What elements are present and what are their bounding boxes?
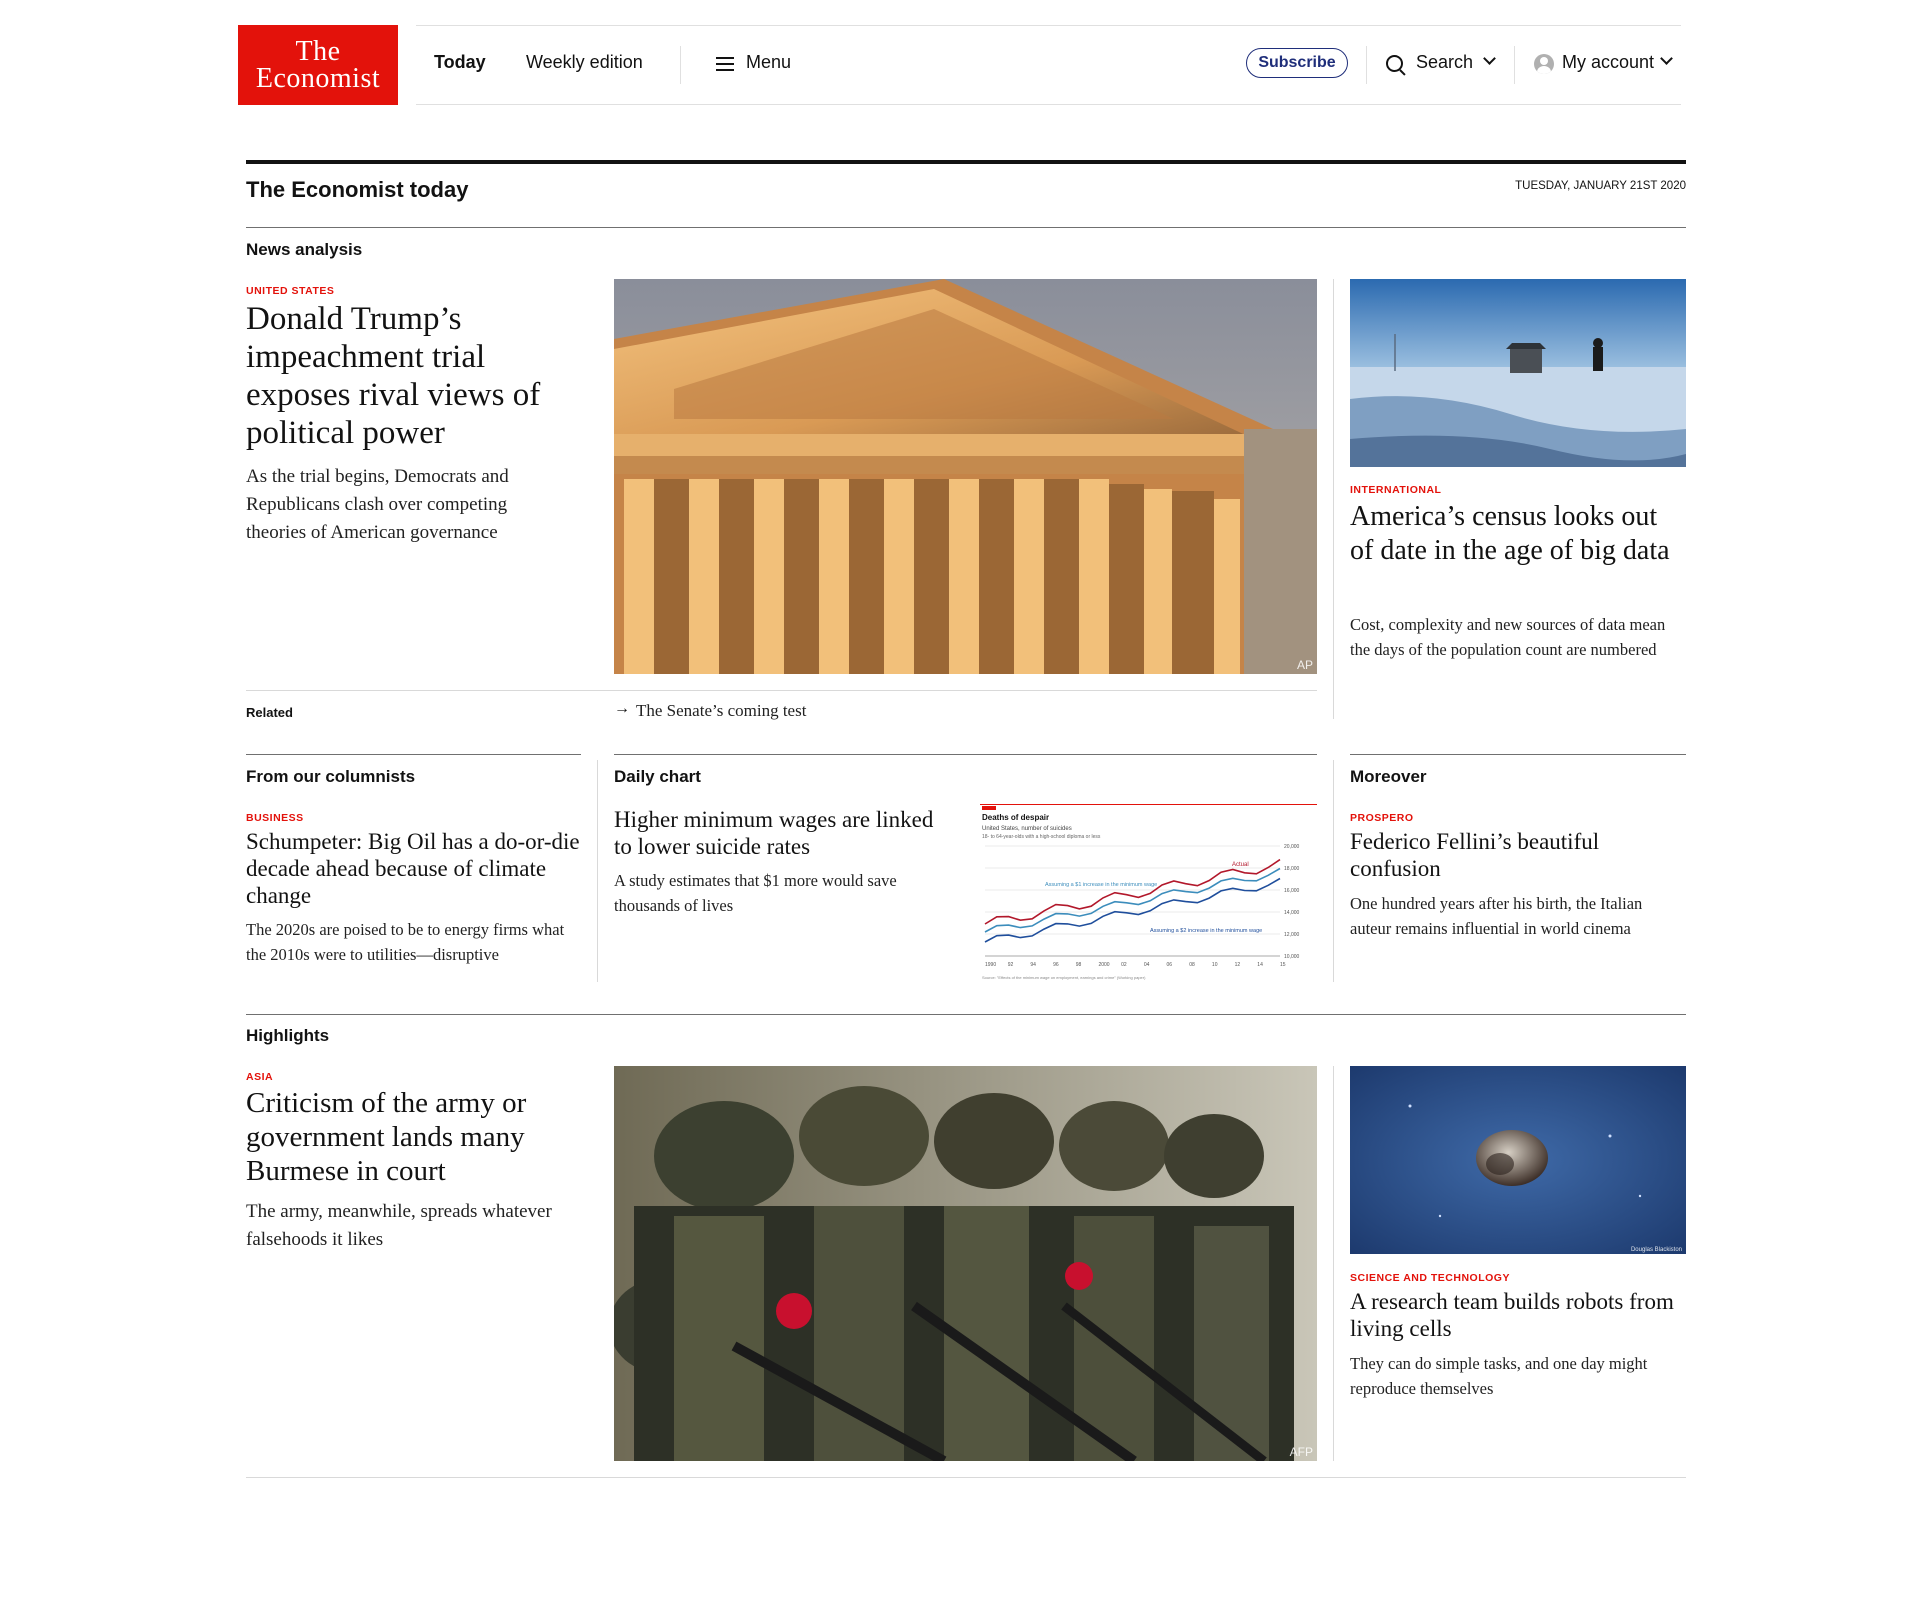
bottom-rule [246,1477,1686,1478]
x-tick-label: 10 [1211,962,1218,968]
column-divider [1333,1066,1334,1461]
nav-today-link[interactable]: Today [434,52,486,72]
daily-chart-svg [980,804,1317,982]
lead-description: As the trial begins, Democrats and Republicans clash over competing theories of American governance [246,466,509,543]
moreover-description: One hundred years after his birth, the Italian auteur remains influential in world cinema [1350,894,1643,938]
x-tick-label: 06 [1166,962,1173,968]
soldiers-illustration [614,1066,1317,1461]
column-divider [1333,279,1334,719]
column-rule [614,754,1317,755]
x-tick-label: 12 [1234,962,1241,968]
rubric[interactable]: INTERNATIONAL [1350,484,1442,496]
x-tick-label: 04 [1143,962,1150,968]
soldiers-image[interactable] [614,1066,1317,1461]
columnists-headline[interactable]: Schumpeter: Big Oil has a do-or-die decade ahead because of climate change [246,829,580,908]
column-divider [1333,760,1334,982]
columnists-description: The 2020s are poised to be to energy firms what the 2010s were to utilities—disruptive [246,920,565,964]
highlights-lead-description: The army, meanwhile, spreads whatever falsehoods it likes [246,1201,552,1250]
side-description: Cost, complexity and new sources of data mean the days of the population count are numbered [1350,615,1666,659]
image-credit: Douglas Blackiston [1630,1247,1682,1253]
section-label-highlights: Highlights [246,1026,330,1045]
supreme-court-image[interactable] [614,279,1317,674]
x-tick-labels [985,962,1286,968]
daily-chart-description: A study estimates that $1 more would save thousands of lives [614,871,897,915]
annotation-one-dollar: Assuming a $1 increase in the minimum wage [1045,882,1158,888]
living-cell-robot-illustration [1350,1066,1686,1254]
y-tick-label: 14,000 [1284,910,1300,916]
section-label-columnists: From our columnists [246,767,416,786]
annotation-actual: Actual [1232,862,1249,868]
nav-divider [1514,46,1515,84]
economist-logo[interactable] [238,25,398,105]
y-tick-label: 18,000 [1284,866,1300,872]
related-label: Related [246,705,293,720]
rubric[interactable]: SCIENCE AND TECHNOLOGY [1350,1272,1510,1284]
nav-menu-button[interactable]: Menu [746,52,792,72]
chart-subtitle: United States, number of suicides [982,826,1072,832]
related-rule [246,690,1317,691]
y-tick-label: 10,000 [1284,954,1300,960]
top-navigation [416,25,1681,105]
moreover-headline[interactable]: Federico Fellini’s beautiful confusion [1350,829,1600,881]
page-title: The Economist today [246,177,469,202]
section-rule [246,227,1686,228]
x-tick-label: 2000 [1098,962,1110,968]
x-tick-label: 96 [1053,962,1059,968]
rubric[interactable]: PROSPERO [1350,812,1414,824]
section-rule [246,1014,1686,1015]
y-tick-label: 12,000 [1284,932,1300,938]
x-tick-label: 15 [1280,962,1286,968]
chevron-down-icon[interactable] [1660,52,1673,65]
daily-chart-thumbnail[interactable] [980,804,1317,982]
snowy-landscape-illustration [1350,279,1686,467]
x-tick-label: 1990 [985,962,997,968]
y-tick-label: 16,000 [1284,888,1300,894]
x-tick-label: 02 [1121,962,1127,968]
chart-source: Source: "Effects of the minimum wage on employment, earnings and crime" (Working paper) [982,975,1146,980]
nav-weekly-edition-link[interactable]: Weekly edition [526,52,643,72]
nav-search-button[interactable]: Search [1416,52,1474,72]
arrow-right-icon: → [614,700,630,717]
highlights-lead-headline[interactable]: Criticism of the army or government lands many Burmese in court [246,1087,527,1187]
nav-divider [680,46,681,84]
image-credit: AFP [1289,1445,1313,1459]
section-label-moreover: Moreover [1350,767,1427,786]
x-tick-label: 98 [1075,962,1082,968]
column-rule [246,754,581,755]
x-tick-label: 92 [1007,962,1014,968]
series-one-dollar-line [985,869,1280,933]
hamburger-icon[interactable] [716,57,734,71]
x-tick-label: 14 [1257,962,1263,968]
daily-chart-headline[interactable]: Higher minimum wages are linked to lower suicide rates [614,807,934,859]
annotation-two-dollar: Assuming a $2 increase in the minimum wage [1150,928,1263,934]
column-divider [597,760,598,982]
search-icon[interactable] [1386,55,1403,72]
y-gridlines [985,844,1300,960]
chart-subtitle-2: 18- to 64-year-olds with a high-school diploma or less [982,834,1101,840]
related-link[interactable]: The Senate’s coming test [636,701,807,720]
account-icon[interactable] [1534,54,1554,74]
chevron-down-icon[interactable] [1483,52,1496,65]
column-rule [1350,754,1686,755]
highlights-side-description: They can do simple tasks, and one day might reproduce themselves [1350,1354,1648,1398]
xenobot-image[interactable] [1350,1066,1686,1254]
chart-title: Deaths of despair [982,813,1050,822]
logo-line-1: The [295,36,341,67]
highlights-side-headline[interactable]: A research team builds robots from living cells [1350,1289,1674,1341]
census-image[interactable] [1350,279,1686,467]
x-tick-label: 94 [1030,962,1036,968]
supreme-court-illustration [614,279,1317,674]
subscribe-button[interactable]: Subscribe [1246,48,1348,78]
heading-rule [246,160,1686,164]
logo-line-2: Economist [255,63,381,94]
side-headline[interactable]: America’s census looks out of date in the age of big data [1350,501,1670,566]
rubric[interactable]: ASIA [246,1071,274,1083]
image-credit: AP [1296,658,1313,672]
x-tick-label: 08 [1189,962,1195,968]
page-date: TUESDAY, JANUARY 21ST 2020 [1515,180,1686,192]
rubric[interactable]: BUSINESS [246,812,304,824]
nav-my-account-button[interactable]: My account [1562,52,1655,72]
y-tick-label: 20,000 [1284,844,1300,850]
rubric[interactable]: UNITED STATES [246,285,335,297]
section-label-daily-chart: Daily chart [614,767,701,786]
nav-divider [1366,46,1367,84]
lead-headline[interactable]: Donald Trump’s impeachment trial exposes rival views of political power [246,301,541,451]
section-label-news-analysis: News analysis [246,240,363,259]
